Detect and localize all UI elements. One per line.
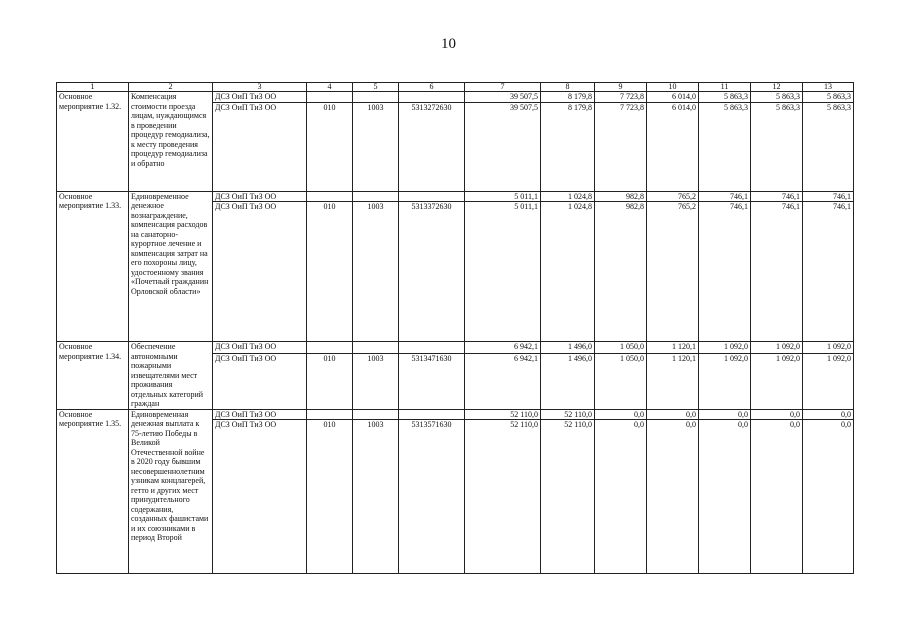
table-row <box>57 409 854 420</box>
column-number-1: 1 <box>57 83 129 92</box>
value-cell: 5 863,3 <box>751 102 803 191</box>
value-cell: 0,0 <box>647 420 699 574</box>
value-cell: 1 050,0 <box>595 353 647 409</box>
value-cell: 0,0 <box>647 409 699 420</box>
measure-cell: Основное мероприятие 1.33. <box>57 191 129 342</box>
value-cell: ДСЗ ОиП ТиЗ ОО <box>213 92 307 103</box>
value-cell: 1 092,0 <box>803 353 854 409</box>
value-cell: 5313372630 <box>399 202 465 342</box>
value-cell: ДСЗ ОиП ТиЗ ОО <box>213 409 307 420</box>
value-cell: 1 120,1 <box>647 342 699 354</box>
value-cell: 5 863,3 <box>803 92 854 103</box>
value-cell: 1 120,1 <box>647 353 699 409</box>
value-cell: 52 110,0 <box>541 409 595 420</box>
value-cell: 1003 <box>353 353 399 409</box>
value-cell: 982,8 <box>595 202 647 342</box>
table-row <box>57 92 854 103</box>
value-cell <box>353 409 399 420</box>
column-number-13: 13 <box>803 83 854 92</box>
value-cell: 1 496,0 <box>541 353 595 409</box>
description-cell: Обеспечение автономными пожарными извещателями мест проживания отдельных категорий граждан <box>129 342 213 410</box>
description-cell: Единовременная денежная выплата к 75-летию Победы в Великой Отечественной войне в 2020 году бывшим несовершеннолетним узникам концлагерей, гетто и других мест принудительного содержания, созданных фашистами и их союзниками в период Второй <box>129 409 213 574</box>
column-number-4: 4 <box>307 83 353 92</box>
value-cell: 746,1 <box>803 202 854 342</box>
column-number-9: 9 <box>595 83 647 92</box>
table-row <box>57 191 854 202</box>
value-cell <box>353 191 399 202</box>
value-cell: ДСЗ ОиП ТиЗ ОО <box>213 191 307 202</box>
value-cell: 5313571630 <box>399 420 465 574</box>
value-cell: 746,1 <box>751 191 803 202</box>
budget-table <box>56 82 854 574</box>
value-cell: 1 092,0 <box>751 342 803 354</box>
value-cell <box>353 92 399 103</box>
value-cell: 1 496,0 <box>541 342 595 354</box>
value-cell: 0,0 <box>751 409 803 420</box>
column-number-11: 11 <box>699 83 751 92</box>
value-cell: 765,2 <box>647 191 699 202</box>
value-cell: ДСЗ ОиП ТиЗ ОО <box>213 102 307 191</box>
description-cell: Единовременное денежное вознаграждение, компенсация расходов на санаторно-курортное лечение и компенсация затрат на его похороны лицу, удостоенному звания «Почетный гражданин Орловской области» <box>129 191 213 342</box>
value-cell: 1003 <box>353 202 399 342</box>
value-cell <box>399 92 465 103</box>
value-cell: 1 050,0 <box>595 342 647 354</box>
value-cell <box>307 342 353 354</box>
value-cell: 746,1 <box>699 191 751 202</box>
value-cell: 6 014,0 <box>647 102 699 191</box>
value-cell: 0,0 <box>751 420 803 574</box>
value-cell: 39 507,5 <box>465 92 541 103</box>
value-cell <box>399 409 465 420</box>
value-cell: 39 507,5 <box>465 102 541 191</box>
value-cell <box>307 92 353 103</box>
value-cell: 52 110,0 <box>541 420 595 574</box>
value-cell: 5313471630 <box>399 353 465 409</box>
value-cell: 5313272630 <box>399 102 465 191</box>
value-cell: 8 179,8 <box>541 102 595 191</box>
measure-cell: Основное мероприятие 1.35. <box>57 409 129 574</box>
value-cell: 52 110,0 <box>465 409 541 420</box>
value-cell: ДСЗ ОиП ТиЗ ОО <box>213 353 307 409</box>
value-cell: 6 014,0 <box>647 92 699 103</box>
value-cell: 0,0 <box>803 409 854 420</box>
value-cell: 0,0 <box>595 420 647 574</box>
value-cell <box>353 342 399 354</box>
value-cell: 746,1 <box>699 202 751 342</box>
value-cell: ДСЗ ОиП ТиЗ ОО <box>213 342 307 354</box>
value-cell: 765,2 <box>647 202 699 342</box>
value-cell: 1 092,0 <box>751 353 803 409</box>
table-body <box>57 92 854 574</box>
value-cell: 5 011,1 <box>465 191 541 202</box>
value-cell: 5 863,3 <box>699 102 751 191</box>
value-cell <box>399 342 465 354</box>
value-cell: 1003 <box>353 102 399 191</box>
value-cell: 7 723,8 <box>595 102 647 191</box>
column-number-5: 5 <box>353 83 399 92</box>
column-number-2: 2 <box>129 83 213 92</box>
value-cell: 7 723,8 <box>595 92 647 103</box>
value-cell: 1 092,0 <box>699 353 751 409</box>
value-cell <box>307 191 353 202</box>
column-number-8: 8 <box>541 83 595 92</box>
value-cell: 1 092,0 <box>699 342 751 354</box>
value-cell: 5 863,3 <box>803 102 854 191</box>
value-cell: 52 110,0 <box>465 420 541 574</box>
value-cell: 1 024,8 <box>541 202 595 342</box>
value-cell: 1 092,0 <box>803 342 854 354</box>
value-cell: 0,0 <box>595 409 647 420</box>
column-number-7: 7 <box>465 83 541 92</box>
value-cell: 010 <box>307 202 353 342</box>
value-cell: ДСЗ ОиП ТиЗ ОО <box>213 202 307 342</box>
value-cell: ДСЗ ОиП ТиЗ ОО <box>213 420 307 574</box>
column-number-row <box>57 83 854 92</box>
value-cell: 0,0 <box>699 420 751 574</box>
page-number: 10 <box>441 36 456 52</box>
column-number-3: 3 <box>213 83 307 92</box>
value-cell: 8 179,8 <box>541 92 595 103</box>
table-row <box>57 342 854 354</box>
column-number-12: 12 <box>751 83 803 92</box>
value-cell: 6 942,1 <box>465 353 541 409</box>
description-cell: Компенсация стоимости проезда лицам, нуждающимся в проведении процедур гемодиализа, к месту проведения процедур гемодиализа и обратно <box>129 92 213 192</box>
value-cell: 010 <box>307 102 353 191</box>
value-cell: 1 024,8 <box>541 191 595 202</box>
column-number-6: 6 <box>399 83 465 92</box>
value-cell: 0,0 <box>803 420 854 574</box>
value-cell: 010 <box>307 353 353 409</box>
value-cell: 0,0 <box>699 409 751 420</box>
value-cell: 5 863,3 <box>751 92 803 103</box>
column-number-10: 10 <box>647 83 699 92</box>
value-cell <box>307 409 353 420</box>
value-cell: 6 942,1 <box>465 342 541 354</box>
value-cell: 746,1 <box>751 202 803 342</box>
value-cell: 746,1 <box>803 191 854 202</box>
value-cell: 982,8 <box>595 191 647 202</box>
value-cell: 010 <box>307 420 353 574</box>
value-cell: 1003 <box>353 420 399 574</box>
value-cell: 5 863,3 <box>699 92 751 103</box>
measure-cell: Основное мероприятие 1.32. <box>57 92 129 192</box>
value-cell: 5 011,1 <box>465 202 541 342</box>
measure-cell: Основное мероприятие 1.34. <box>57 342 129 410</box>
value-cell <box>399 191 465 202</box>
